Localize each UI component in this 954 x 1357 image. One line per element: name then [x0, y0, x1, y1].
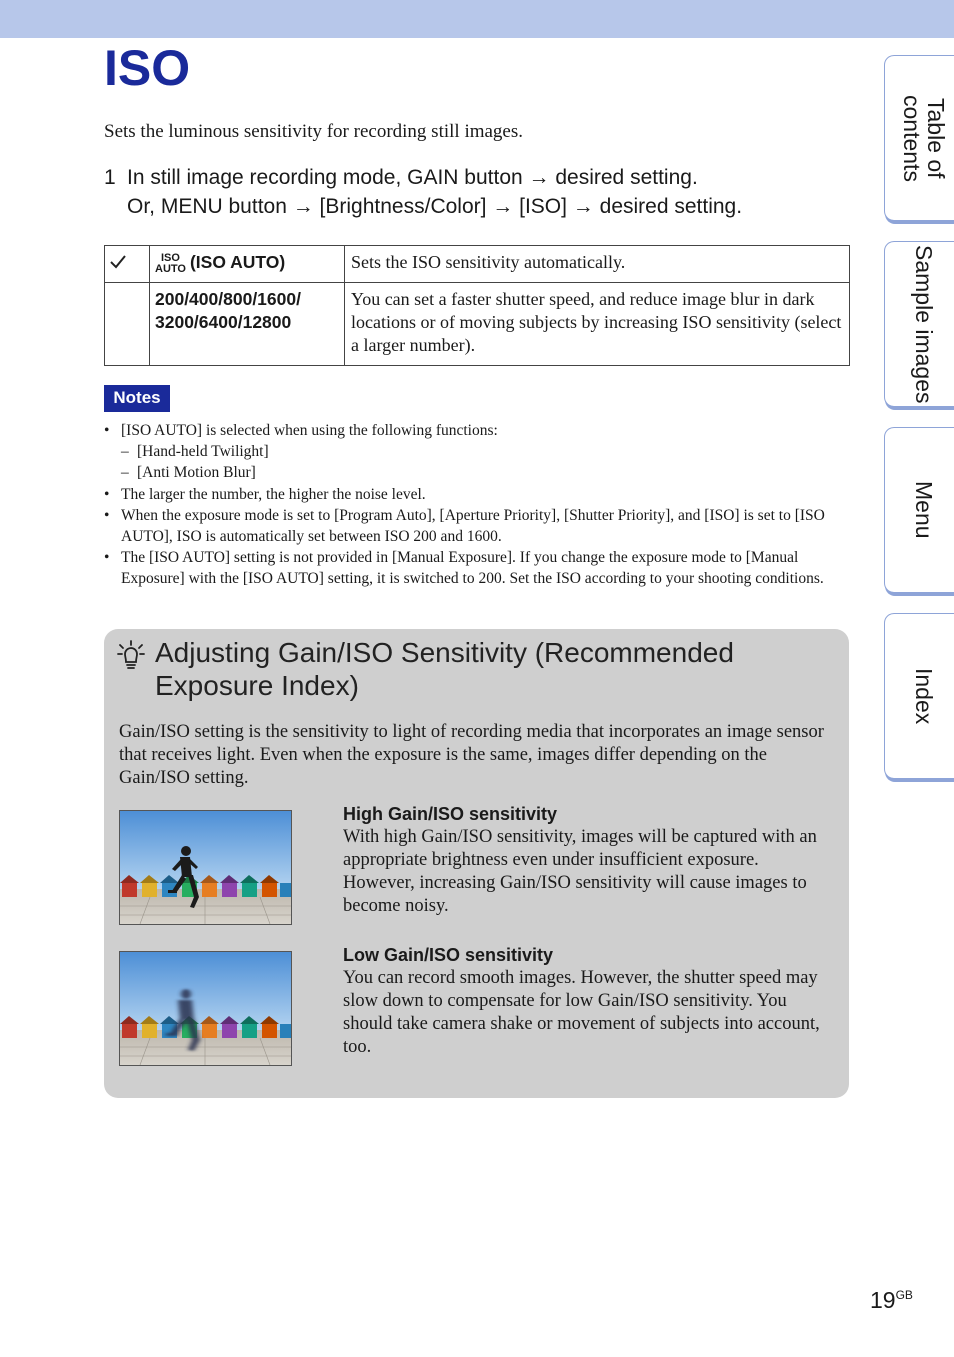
low-sensitivity-heading: Low Gain/ISO sensitivity	[343, 945, 554, 965]
list-item: – [Hand-held Twilight]	[121, 441, 854, 462]
tab-label: Sample images	[911, 244, 937, 404]
step-line-1: In still image recording mode, GAIN button → desired setting.	[127, 166, 698, 189]
setting-description: You can set a faster shutter speed, and reduce image blur in dark locations or of moving subjects by increasing ISO sensitivity (select a larger number).	[345, 283, 850, 366]
tab-sample-images[interactable]	[884, 241, 954, 407]
step-number: 1	[104, 166, 116, 189]
tab-label: Menu	[911, 481, 937, 539]
setting-label	[150, 246, 345, 283]
sub-list	[121, 441, 854, 483]
list-item: • When the exposure mode is set to [Program Auto], [Aperture Priority], [Shutter Priority], and [ISO] is set to [ISO AUTO], ISO is automatically set between ISO 200 and 1600.	[104, 505, 854, 547]
intro-text: Sets the luminous sensitivity for recording still images.	[104, 121, 524, 142]
low-iso-sample-image	[119, 951, 292, 1066]
tab-index[interactable]	[884, 613, 954, 779]
page-title: ISO	[104, 40, 191, 96]
tab-label: Index	[911, 667, 937, 725]
iso-auto-icon: ISO AUTO	[155, 252, 186, 275]
table-row	[105, 283, 850, 366]
default-marker-cell	[105, 283, 150, 366]
setting-description: Sets the ISO sensitivity automatically.	[345, 246, 850, 283]
notes-badge: Notes	[104, 385, 170, 412]
list-item: – [Anti Motion Blur]	[121, 462, 854, 483]
header-band	[0, 0, 954, 38]
notes-list	[104, 420, 854, 590]
check-icon	[110, 255, 126, 269]
default-marker-cell	[105, 246, 150, 283]
page-number-suffix: GB	[895, 1288, 913, 1302]
high-sensitivity-section	[343, 803, 833, 918]
setting-label: 200/400/800/1600/ 3200/6400/12800	[150, 283, 345, 366]
list-item: • [ISO AUTO] is selected when using the following functions: – [Hand-held Twilight] – [Anti Motion Blur]	[104, 420, 854, 484]
low-sensitivity-text: You can record smooth images. However, the shutter speed may slow down to compensate for low Gain/ISO sensitivity. You should take camera shake or movement of subjects into account, too.	[343, 968, 820, 1057]
list-item: • The larger the number, the higher the noise level.	[104, 484, 854, 505]
hint-panel	[104, 629, 849, 1098]
list-item: • The [ISO AUTO] setting is not provided in [Manual Exposure]. If you change the exposure mode to [Manual Exposure] with the [ISO AUTO] setting, it is switched to 200. Set the ISO according to your shooting conditions.	[104, 547, 854, 589]
lightbulb-icon	[117, 640, 145, 670]
high-sensitivity-text: With high Gain/ISO sensitivity, images will be captured with an appropriate brightness even under insufficient exposure. However, increasing Gain/ISO sensitivity will cause images to become noisy.	[343, 827, 817, 916]
high-sensitivity-heading: High Gain/ISO sensitivity	[343, 804, 558, 824]
low-sensitivity-section	[343, 944, 833, 1059]
table-row	[105, 246, 850, 283]
iso-settings-table	[104, 245, 850, 366]
high-iso-sample-image	[119, 810, 292, 925]
tab-label: Table of contents	[899, 94, 949, 182]
page-number: $19^{GB}$	[870, 1287, 913, 1313]
step-line-2: Or, MENU button → [Brightness/Color] → [ISO] → desired setting.	[127, 195, 743, 218]
procedure-step	[104, 163, 742, 221]
tab-menu[interactable]	[884, 427, 954, 593]
tab-table-of-contents[interactable]	[884, 55, 954, 221]
hint-body: Gain/ISO setting is the sensitivity to light of recording media that incorporates an image sensor that receives light. Even when the exposure is the same, images differ depending on the Gain/ISO setting.	[119, 722, 824, 788]
setting-label-text: (ISO AUTO)	[189, 252, 286, 272]
hint-title: Adjusting Gain/ISO Sensitivity (Recommended Exposure Index)	[155, 637, 734, 701]
